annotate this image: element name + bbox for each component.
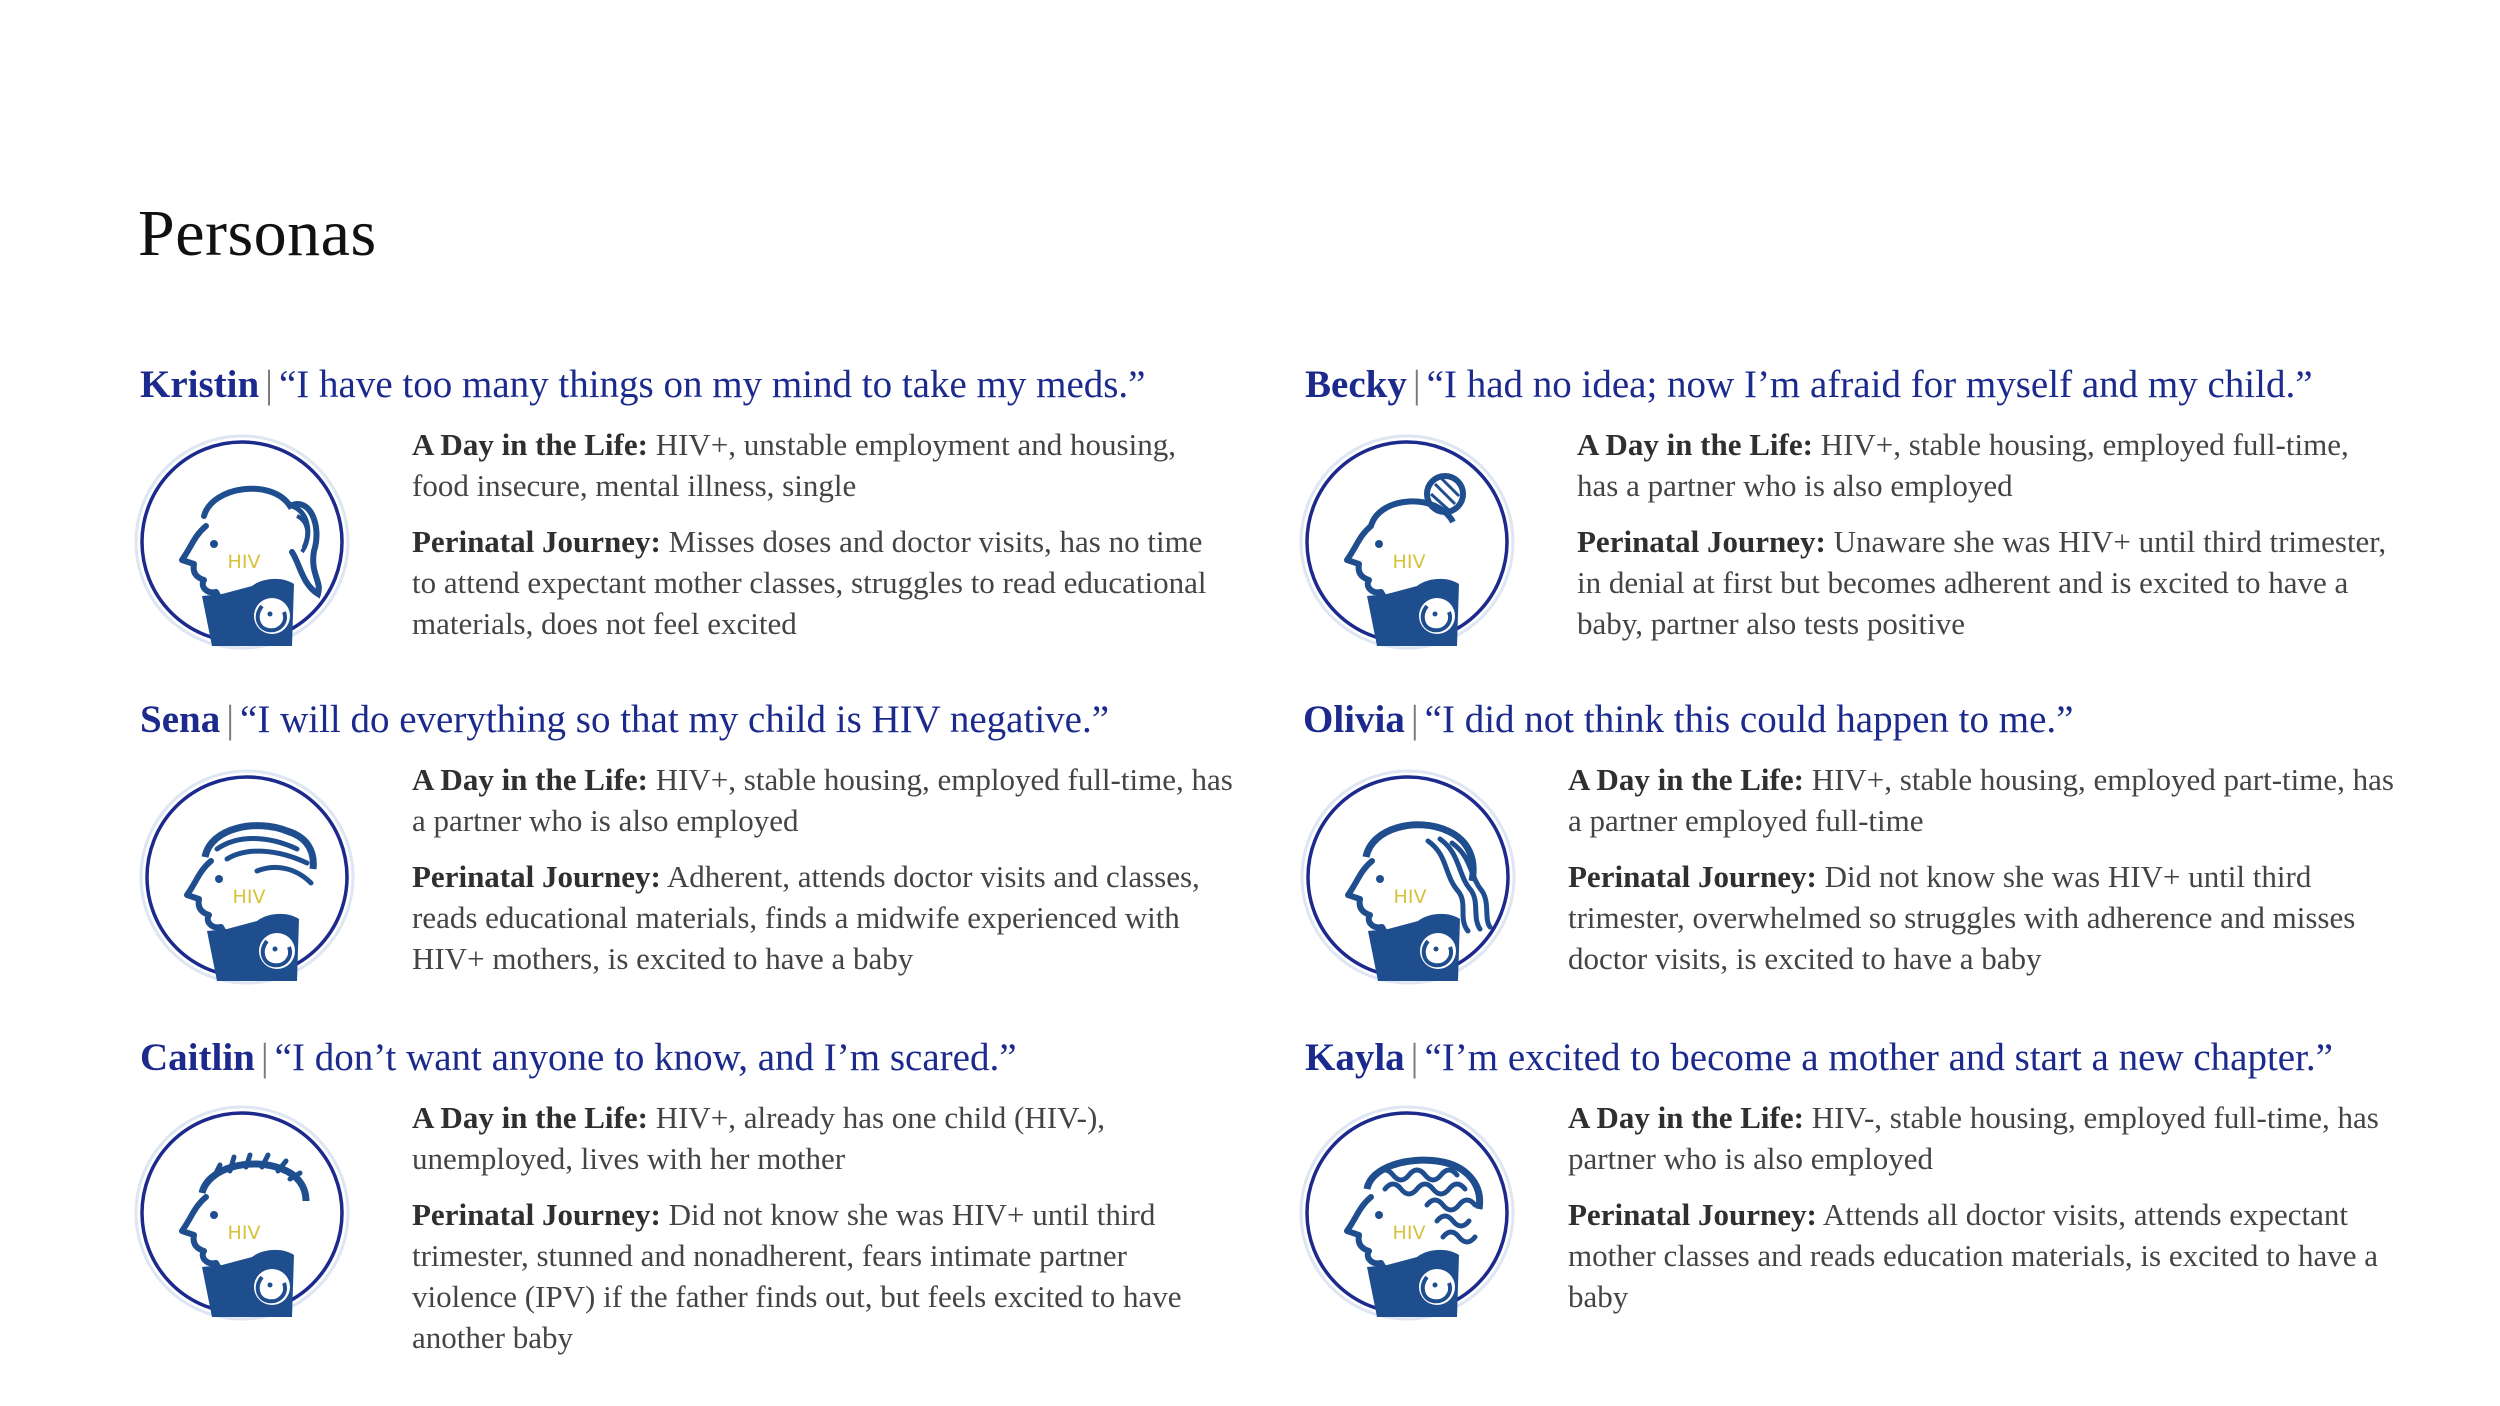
persona-name: Kayla <box>1305 1036 1405 1079</box>
persona-card-kayla <box>1305 1035 2435 1355</box>
persona-heading <box>140 362 1146 407</box>
persona-quote: “I did not think this could happen to me.” <box>1424 698 2074 741</box>
journey-label: Perinatal Journey: <box>412 1197 661 1232</box>
persona-avatar-icon <box>132 432 352 652</box>
day-in-life <box>1577 424 2397 506</box>
avatar-illustration <box>1297 1103 1517 1323</box>
journey-label: Perinatal Journey: <box>1568 1197 1817 1232</box>
day-label: A Day in the Life: <box>412 762 648 797</box>
perinatal-journey <box>1568 856 2408 979</box>
persona-heading <box>140 697 1109 742</box>
avatar-illustration <box>1298 767 1518 987</box>
day-text: HIV+, stable housing, employed full-time, has a partner who is also employed <box>412 762 1233 838</box>
persona-avatar-icon <box>132 1103 352 1323</box>
avatar-hiv-label: HIV <box>227 1222 261 1244</box>
day-in-life <box>412 424 1232 506</box>
persona-name: Olivia <box>1303 698 1405 741</box>
journey-text: Attends all doctor visits, attends expectant mother classes and reads education materials, is excited to have a baby <box>1568 1197 2378 1314</box>
journey-text: Misses doses and doctor visits, has no time to attend expectant mother classes, struggles to read educational materials, does not feel excited <box>412 524 1207 641</box>
persona-quote: “I will do everything so that my child is HIV negative.” <box>240 698 1110 741</box>
journey-label: Perinatal Journey: <box>412 859 661 894</box>
persona-quote: “I don’t want anyone to know, and I’m scared.” <box>274 1036 1017 1079</box>
separator: | <box>226 698 235 741</box>
perinatal-journey <box>412 1194 1232 1358</box>
day-in-life <box>1568 759 2408 841</box>
persona-card-becky <box>1305 362 2435 682</box>
persona-quote: “I had no idea; now I’m afraid for myself and my child.” <box>1426 363 2313 406</box>
persona-quote: “I have too many things on my mind to take my meds.” <box>278 363 1146 406</box>
journey-text: Did not know she was HIV+ until third trimester, stunned and nonadherent, fears intimate partner violence (IPV) if the father finds out, but feels excited to have another baby <box>412 1197 1182 1355</box>
day-in-life <box>412 1097 1232 1179</box>
persona-quote: “I’m excited to become a mother and start a new chapter.” <box>1424 1036 2333 1079</box>
persona-description <box>1577 424 2397 659</box>
persona-avatar-icon <box>1298 767 1518 987</box>
avatar-hiv-label: HIV <box>1392 1222 1426 1244</box>
persona-card-caitlin <box>140 1035 1270 1355</box>
persona-avatar-icon <box>1297 432 1517 652</box>
persona-heading <box>1303 697 2073 742</box>
avatar-illustration <box>137 767 357 987</box>
journey-text: Adherent, attends doctor visits and classes, reads educational materials, finds a midwife experienced with HIV+ mothers, is excited to have a baby <box>412 859 1200 976</box>
persona-description <box>412 424 1232 659</box>
perinatal-journey <box>1568 1194 2388 1317</box>
day-text: HIV+, already has one child (HIV-), unemployed, lives with her mother <box>412 1100 1106 1176</box>
persona-card-kristin <box>140 362 1270 682</box>
perinatal-journey <box>412 856 1242 979</box>
persona-name: Becky <box>1305 363 1407 406</box>
day-label: A Day in the Life: <box>412 1100 648 1135</box>
persona-heading <box>1305 362 2313 407</box>
avatar-illustration <box>132 432 352 652</box>
persona-description <box>1568 1097 2388 1332</box>
separator: | <box>1410 1036 1419 1079</box>
day-in-life <box>1568 1097 2388 1179</box>
persona-card-olivia <box>1303 697 2433 1017</box>
separator: | <box>265 363 273 406</box>
separator: | <box>1412 363 1421 406</box>
day-text: HIV+, unstable employment and housing, food insecure, mental illness, single <box>412 427 1176 503</box>
day-label: A Day in the Life: <box>1568 762 1804 797</box>
persona-name: Kristin <box>140 363 260 406</box>
avatar-illustration <box>132 1103 352 1323</box>
perinatal-journey <box>412 521 1232 644</box>
persona-name: Sena <box>140 698 221 741</box>
avatar-hiv-label: HIV <box>1393 886 1427 908</box>
perinatal-journey <box>1577 521 2397 644</box>
separator: | <box>1410 698 1419 741</box>
day-in-life <box>412 759 1242 841</box>
avatar-illustration <box>1297 432 1517 652</box>
journey-label: Perinatal Journey: <box>1577 524 1826 559</box>
day-label: A Day in the Life: <box>412 427 648 462</box>
persona-description <box>412 1097 1232 1373</box>
journey-label: Perinatal Journey: <box>1568 859 1817 894</box>
persona-description <box>412 759 1242 994</box>
journey-text: Did not know she was HIV+ until third trimester, overwhelmed so struggles with adherence and misses doctor visits, is excited to have a baby <box>1568 859 2356 976</box>
day-text: HIV+, stable housing, employed full-time, has a partner who is also employed <box>1577 427 2349 503</box>
persona-description <box>1568 759 2408 994</box>
day-text: HIV+, stable housing, employed part-time, has a partner employed full-time <box>1568 762 2394 838</box>
persona-heading <box>1305 1035 2333 1080</box>
persona-heading <box>140 1035 1017 1080</box>
journey-label: Perinatal Journey: <box>412 524 661 559</box>
journey-text: Unaware she was HIV+ until third trimester, in denial at first but becomes adherent and is excited to have a baby, partner also tests positive <box>1577 524 2387 641</box>
persona-card-sena <box>140 697 1270 1017</box>
avatar-hiv-label: HIV <box>1392 551 1426 573</box>
persona-name: Caitlin <box>140 1036 255 1079</box>
day-label: A Day in the Life: <box>1577 427 1813 462</box>
persona-avatar-icon <box>137 767 357 987</box>
page-title: Personas <box>138 197 377 270</box>
persona-avatar-icon <box>1297 1103 1517 1323</box>
avatar-hiv-label: HIV <box>227 551 261 573</box>
separator: | <box>260 1036 269 1079</box>
avatar-hiv-label: HIV <box>232 886 266 908</box>
day-label: A Day in the Life: <box>1568 1100 1804 1135</box>
day-text: HIV-, stable housing, employed full-time, has partner who is also employed <box>1568 1100 2379 1176</box>
